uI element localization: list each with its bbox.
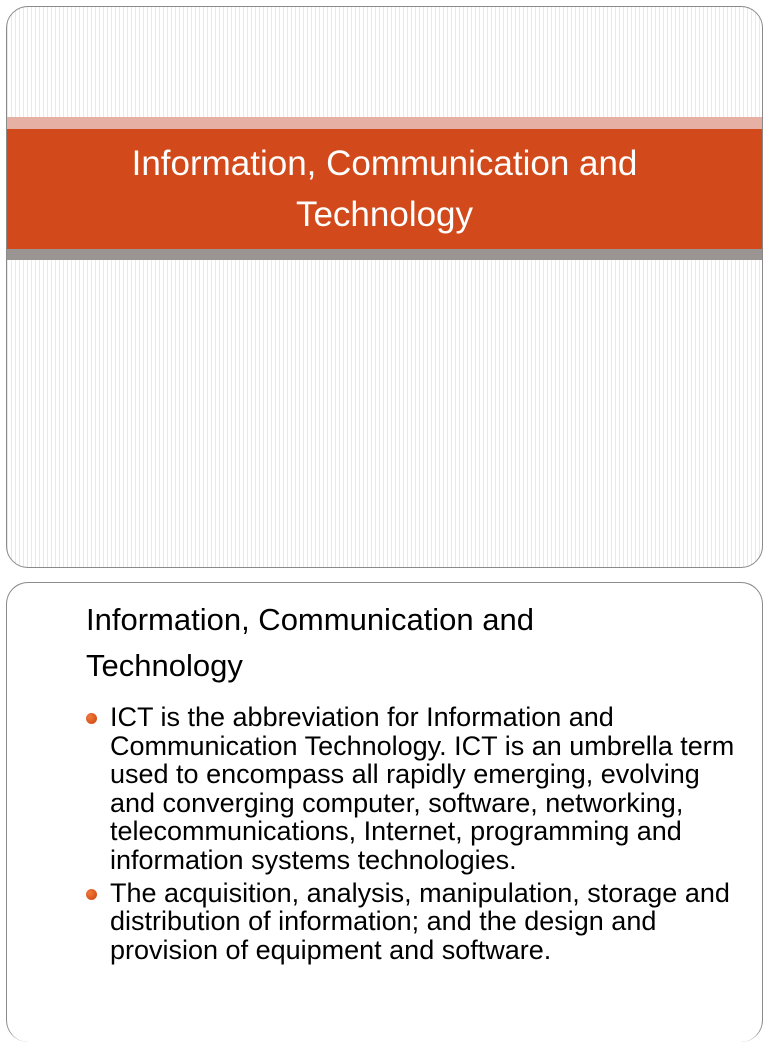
bullet-dot-icon bbox=[86, 713, 97, 724]
bullet-dot-icon bbox=[86, 889, 97, 900]
bullet-list bbox=[86, 703, 746, 968]
title-band-top-stripe bbox=[7, 117, 762, 129]
content-slide-title: Information, Communication and Technology bbox=[86, 602, 535, 683]
title-band bbox=[7, 129, 762, 249]
bullet-text: ICT is the abbreviation for Information and Communication Technology. ICT is an umbrella term used to encompass all rapidly emerging, evolving and converging computer, software, networking, telecommunications, Internet, programming and information systems technologies. bbox=[110, 702, 735, 875]
slide-title: Information, Communication and Technology bbox=[131, 144, 638, 234]
content-slide bbox=[6, 582, 763, 1042]
bullet-item bbox=[86, 703, 746, 875]
title-slide bbox=[6, 6, 763, 568]
bullet-text: The acquisition, analysis, manipulation, storage and distribution of information; and the design and provision of equipment and software. bbox=[110, 877, 730, 965]
title-band-bottom-stripe bbox=[7, 249, 762, 260]
bullet-item bbox=[86, 879, 746, 965]
